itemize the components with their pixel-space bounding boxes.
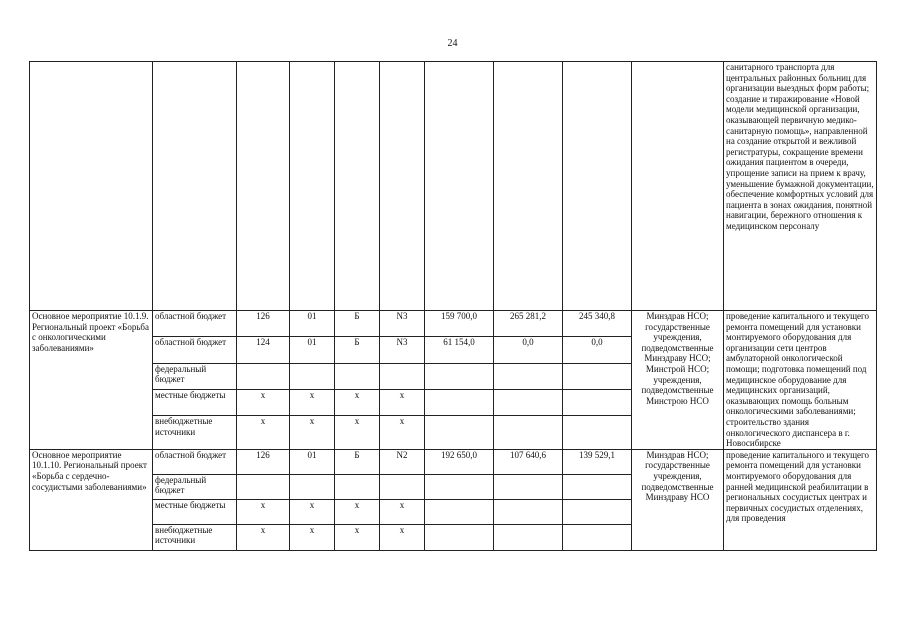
- value-cell: [494, 524, 563, 550]
- continuation-description: санитарного транспорта для центральных районных больниц для организации выездных форм работы; создание и тиражирование «Новой модели медицинской организации, оказывающей первичную медико-санитарную помощь», направленной на создание открытой и вежливой регистратуры, сокращение времени ожидания пациентом в очереди, упрощение записи на прием к врачу, уменьшение бумажной документации, обеспечение комфортных условий для пациента в зонах ожидания, понятной навигации, бережного отношения к медицинском персоналу: [724, 62, 877, 311]
- funding-source: областной бюджет: [153, 311, 237, 337]
- cell: [153, 62, 237, 311]
- code-cell: N2: [380, 449, 425, 474]
- code-cell: х: [335, 389, 380, 415]
- value-cell: [494, 416, 563, 450]
- value-cell: 245 340,8: [563, 311, 632, 337]
- cell: [380, 62, 425, 311]
- code-cell: х: [335, 524, 380, 550]
- code-cell: х: [290, 416, 335, 450]
- code-cell: [335, 363, 380, 389]
- value-cell: 192 650,0: [425, 449, 494, 474]
- cell: [335, 62, 380, 311]
- code-cell: х: [380, 416, 425, 450]
- funding-source: внебюджетные источники: [153, 524, 237, 550]
- value-cell: [425, 474, 494, 499]
- table-row: [30, 311, 877, 337]
- code-cell: х: [380, 389, 425, 415]
- executor: Минздрав НСО; государственные учреждения, подведомственные Минздраву НСО; Минстрой НСО; учреждения, подведомственные Минстрою НСО: [632, 311, 724, 450]
- page-number: 24: [447, 38, 458, 49]
- measure-description: проведение капитального и текущего ремонта помещений для установки монтируемого оборудования для ранней медицинской реабилитации в региональных сосудистых центрах и первичных сосудистых отделениях, для проведения: [724, 449, 877, 550]
- value-cell: 0,0: [563, 337, 632, 363]
- code-cell: [290, 363, 335, 389]
- code-cell: Б: [335, 337, 380, 363]
- code-cell: х: [335, 499, 380, 524]
- cell: [425, 62, 494, 311]
- code-cell: х: [237, 524, 290, 550]
- value-cell: [494, 389, 563, 415]
- code-cell: 124: [237, 337, 290, 363]
- measure-name: Основное мероприятие 10.1.10. Региональный проект «Борьба с сердечно-сосудистыми заболеваниями»: [30, 449, 153, 550]
- value-cell: 265 281,2: [494, 311, 563, 337]
- value-cell: [425, 389, 494, 415]
- value-cell: 107 640,6: [494, 449, 563, 474]
- code-cell: Б: [335, 449, 380, 474]
- code-cell: [380, 474, 425, 499]
- code-cell: х: [237, 416, 290, 450]
- value-cell: [563, 389, 632, 415]
- table-row: [30, 449, 877, 474]
- code-cell: 01: [290, 311, 335, 337]
- code-cell: 126: [237, 311, 290, 337]
- value-cell: [425, 524, 494, 550]
- value-cell: [425, 363, 494, 389]
- code-cell: х: [335, 416, 380, 450]
- code-cell: х: [237, 389, 290, 415]
- code-cell: 01: [290, 449, 335, 474]
- value-cell: 0,0: [494, 337, 563, 363]
- budget-table: [29, 61, 877, 551]
- funding-source: областной бюджет: [153, 337, 237, 363]
- cell: [237, 62, 290, 311]
- code-cell: х: [290, 499, 335, 524]
- funding-source: внебюджетные источники: [153, 416, 237, 450]
- code-cell: 01: [290, 337, 335, 363]
- funding-source: областной бюджет: [153, 449, 237, 474]
- code-cell: х: [290, 389, 335, 415]
- continuation-row: [30, 62, 877, 311]
- code-cell: [237, 363, 290, 389]
- funding-source: федеральный бюджет: [153, 474, 237, 499]
- code-cell: [335, 474, 380, 499]
- cell: [30, 62, 153, 311]
- funding-source: федеральный бюджет: [153, 363, 237, 389]
- cell: [290, 62, 335, 311]
- value-cell: [494, 474, 563, 499]
- code-cell: х: [380, 524, 425, 550]
- measure-description: проведение капитального и текущего ремонта помещений для установки монтируемого оборудования для организации сети центров амбулаторной онкологической помощи; подготовка помещений под медицинское оборудование для медицинских организаций, оказывающих помощь больным онкологическими заболеваниями; строительство здания онкологического диспансера в г. Новосибирске: [724, 311, 877, 450]
- value-cell: [494, 363, 563, 389]
- value-cell: [425, 499, 494, 524]
- value-cell: [563, 474, 632, 499]
- cell: [494, 62, 563, 311]
- value-cell: [563, 363, 632, 389]
- value-cell: [563, 499, 632, 524]
- value-cell: [494, 499, 563, 524]
- measure-name: Основное мероприятие 10.1.9. Региональный проект «Борьба с онкологическими заболеваниями»: [30, 311, 153, 450]
- funding-source: местные бюджеты: [153, 389, 237, 415]
- value-cell: 139 529,1: [563, 449, 632, 474]
- cell: [563, 62, 632, 311]
- value-cell: [425, 416, 494, 450]
- code-cell: [380, 363, 425, 389]
- code-cell: х: [380, 499, 425, 524]
- value-cell: 61 154,0: [425, 337, 494, 363]
- code-cell: х: [290, 524, 335, 550]
- code-cell: х: [237, 499, 290, 524]
- executor: Минздрав НСО; государственные учреждения, подведомственные Минздраву НСО: [632, 449, 724, 550]
- value-cell: 159 700,0: [425, 311, 494, 337]
- code-cell: N3: [380, 337, 425, 363]
- value-cell: [563, 524, 632, 550]
- code-cell: 126: [237, 449, 290, 474]
- value-cell: [563, 416, 632, 450]
- cell: [632, 62, 724, 311]
- code-cell: Б: [335, 311, 380, 337]
- funding-source: местные бюджеты: [153, 499, 237, 524]
- code-cell: [290, 474, 335, 499]
- code-cell: [237, 474, 290, 499]
- code-cell: N3: [380, 311, 425, 337]
